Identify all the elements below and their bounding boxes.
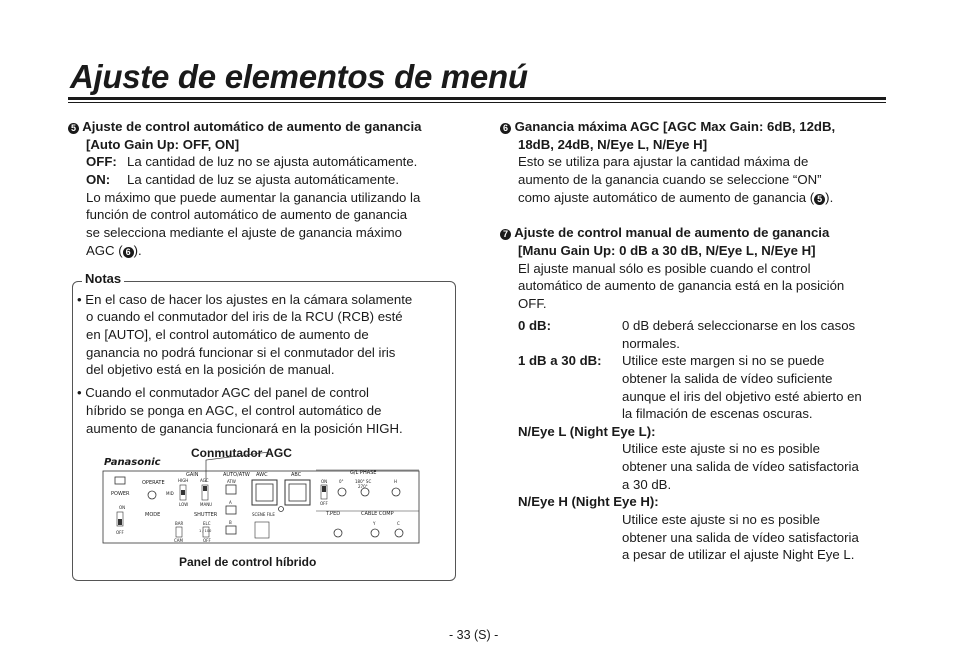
panel-sc0: 0° [339,479,344,484]
def-neye-l-line-2: obtener una salida de vídeo satisfactoria [622,459,859,474]
def-0db-label: 0 dB: [518,318,551,333]
def-0db-line-2: normales. [622,336,680,351]
notes-label: Notas [82,271,124,286]
panel-power: POWER [111,491,130,497]
panel-mid: MID [166,491,174,496]
def-neye-l-label: N/Eye L (Night Eye L): [518,424,656,439]
panel-mode: MODE [145,512,161,518]
note-1-line-5: del objetivo está en la posición de manual. [86,362,335,377]
panel-manu: MANU [200,502,213,507]
ref-5: 5 [814,194,825,205]
heading-5 [68,118,421,136]
panel-y: Y [373,521,376,526]
marker-5: 5 [68,123,79,134]
note-2-line-3: aumento de ganancia funcionará en la posición HIGH. [86,421,403,436]
para-7-line-2: automático de aumento de ganancia está en la posición [518,278,845,293]
para-5-line-4 [86,242,142,260]
panel-a: A [229,500,232,505]
power-button [115,477,125,484]
heading-6 [500,118,835,136]
panel-elc: ELC [203,521,211,526]
note-1-line-1: • En el caso de hacer los ajustes en la cámara solamente [77,292,413,307]
def-neye-l-line-3: a 30 dB. [622,477,672,492]
para-5-line-3: se selecciona mediante el ajuste de ganancia máximo [86,225,402,240]
para-6-line-3 [518,189,833,207]
def-neye-h-line-3: a pesar de utilizar el ajuste Night Eye L. [622,547,855,562]
para-7-line-3: OFF. [518,296,547,311]
def-neye-h-line-2: obtener una salida de vídeo satisfactoria [622,530,859,545]
panel-gain: GAIN [186,472,199,478]
def-1-30db-line-3: aunque el iris del objetivo esté abierto en [622,389,862,404]
panel-sc270: 270° [358,484,368,489]
note-2-line-1: • Cuando el conmutador AGC del panel de control [77,385,369,400]
para-6-line-3-post: ). [825,190,834,205]
para-5-line-1: Lo máximo que puede aumentar la ganancia utilizando la [86,190,421,205]
marker-7: 7 [500,229,511,240]
on-label: ON: [86,172,111,187]
panel-on: ON [119,505,126,510]
ref-6: 6 [123,247,134,258]
def-1-30db-line-1: Utilice este margen si no se puede [622,353,825,368]
para-5-line-4-post: ). [133,243,142,258]
para-5-line-4-pre: AGC ( [86,243,123,258]
note-1-line-2: o cuando el conmutador del iris de la RCU (RCB) esté [86,309,403,324]
def-1-30db-label: 1 dB a 30 dB: [518,353,602,368]
heading-6-line-2: 18dB, 24dB, N/Eye L, N/Eye H] [518,137,708,152]
title-rule-thick [68,97,886,100]
off-label: OFF: [86,154,117,169]
panel-gl-on: ON [321,479,328,484]
title-rule-thin [68,102,886,103]
panel-autoatw: AUTO/ATW [223,472,250,478]
panel-cam: CAM [174,538,183,543]
para-7-line-1: El ajuste manual sólo es posible cuando el control [518,261,811,276]
note-2-line-2: híbrido se ponga en AGC, el control automático de [86,403,382,418]
heading-7 [500,224,829,242]
def-neye-h-line-1: Utilice este ajuste si no es posible [622,512,820,527]
atw-button [226,485,236,494]
panel-agc: AGC [200,478,209,483]
def-neye-h-label: N/Eye H (Night Eye H): [518,494,659,509]
para-6-line-1: Esto se utiliza para ajustar la cantidad máxima de [518,154,809,169]
heading-7-line-2: [Manu Gain Up: 0 dB a 30 dB, N/Eye L, N/Eye H] [518,243,816,258]
panel-sh-off: OFF [203,538,211,543]
panel-c: C [397,521,400,526]
panel-gl-off: OFF [320,501,328,506]
heading-5-line-1: Ajuste de control automático de aumento de ganancia [82,119,422,134]
panel-brand: Panasonic [104,457,161,468]
panel-low: LOW [179,502,189,507]
def-1-30db-line-4: la filmación de escenas oscuras. [622,406,813,421]
panel-b: B [229,520,232,525]
panel-cable: CABLE COMP [361,511,394,517]
page-title: Ajuste de elementos de menú [70,58,528,95]
para-6-line-2: aumento de la ganancia cuando se seleccione “ON” [518,172,822,187]
operate-button [148,491,156,499]
heading-5-line-2: [Auto Gain Up: OFF, ON] [86,137,240,152]
figure-label-agc: Conmutador AGC [191,446,292,460]
note-1-line-3: en [AUTO], el control automático de aumento de [86,327,369,342]
heading-7-line-1: Ajuste de control manual de aumento de ganancia [514,225,830,240]
panel-high: HIGH [178,478,189,483]
page-number: - 33 (S) - [449,628,499,642]
panel-tped: T.PED [326,511,341,517]
panel-h: H [394,479,398,484]
panel-awc: AWC [256,472,268,478]
on-text: La cantidad de luz se ajusta automáticamente. [127,172,399,187]
panel-abc: ABC [291,472,302,478]
para-6-line-3-pre: como ajuste automático de aumento de ganancia ( [518,190,815,205]
panel-sc180: 180° SC [355,479,372,484]
panel-shutter: SHUTTER [194,512,218,518]
heading-6-line-1: Ganancia máxima AGC [AGC Max Gain: 6dB, 12dB, [514,119,836,134]
def-0db-line-1: 0 dB deberá seleccionarse en los casos [622,318,856,333]
panel-gil: G/L PHASE [350,470,377,476]
panel-scene: SCENE FILE [252,512,275,517]
panel-bar: BAR [175,521,184,526]
figure-label-panel: Panel de control híbrido [179,555,317,569]
para-5-line-2: función de control automático de aumento de ganancia [86,207,408,222]
marker-6: 6 [500,123,511,134]
panel-sh: 1 / 100 [199,529,212,533]
panel-operate: OPERATE [142,480,165,486]
note-1-line-4: ganancia no podrá funcionar si el conmutador del iris [86,345,396,360]
panel-atw: ATW [227,479,236,484]
off-text: La cantidad de luz no se ajusta automáticamente. [127,154,418,169]
def-1-30db-line-2: obtener la salida de vídeo suficiente [622,371,833,386]
panel-off: OFF [116,530,124,535]
def-neye-l-line-1: Utilice este ajuste si no es posible [622,441,820,456]
hybrid-panel-figure [99,452,422,544]
